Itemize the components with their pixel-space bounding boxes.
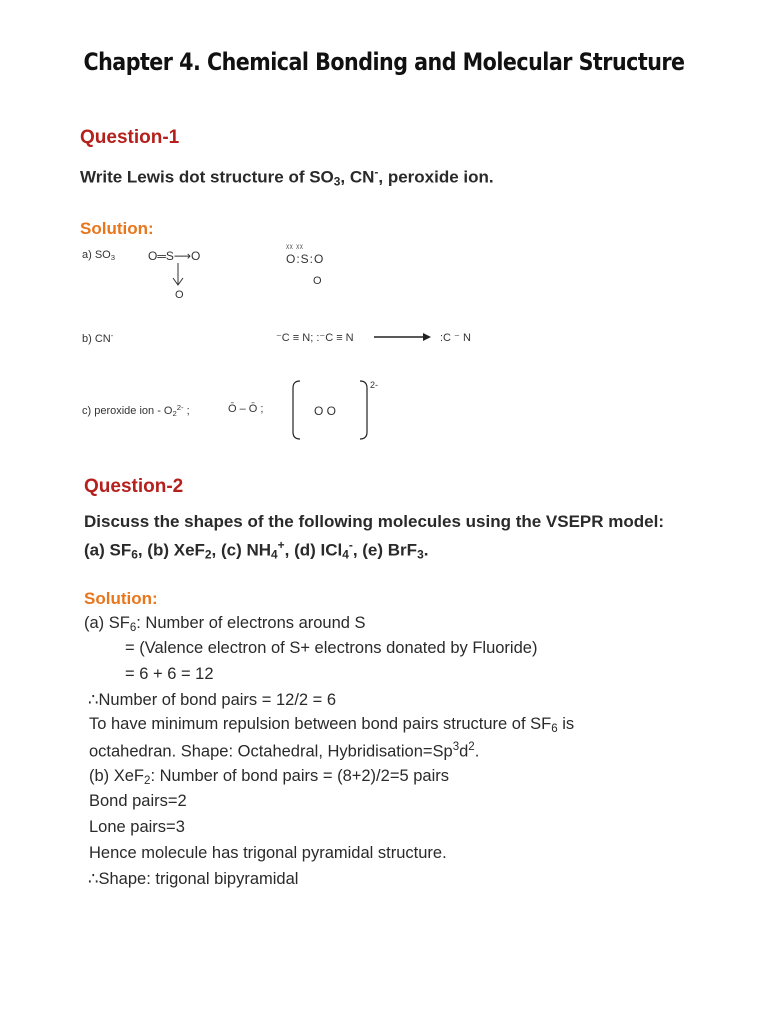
cn-label: b) CN- bbox=[82, 331, 114, 346]
solution-line-5: To have minimum repulsion between bond pairs structure of $SF_6$ is bbox=[89, 715, 575, 735]
so3-label: a) $SO_3$ bbox=[82, 249, 116, 262]
question-2-heading: Question-2 bbox=[84, 476, 184, 497]
question-1-text: Write Lewis dot structure of $SO_3$, CN-, peroxide ion. bbox=[80, 165, 494, 189]
peroxide-charge: 2- bbox=[370, 380, 379, 390]
solution-2-heading: Solution: bbox=[84, 589, 158, 608]
question-1-heading: Question-1 bbox=[80, 127, 180, 148]
solution-line-9: Lone pairs=3 bbox=[89, 818, 185, 836]
peroxide-structure: Ō – Ō ; bbox=[228, 403, 264, 415]
down-arrow-icon bbox=[170, 262, 186, 290]
cn-product: :C ⁻ N bbox=[440, 332, 471, 344]
so3-structure: O═S⟶O bbox=[148, 249, 201, 263]
page-title: Chapter 4. Chemical Bonding and Molecular Structure bbox=[83, 48, 685, 76]
solution-line-6: octahedran. Shape: Octahedral, $Hybridisation=Sp^3d^2$. bbox=[89, 741, 480, 761]
question-2-text-line1: Discuss the shapes of the following molecules using the VSEPR model: bbox=[84, 512, 664, 531]
solution-line-11: ∴Shape: trigonal bipyramidal bbox=[88, 870, 299, 888]
solution-line-7: (b) XeF$_2$: Number of bond pairs = (8+2)/2=5 pairs bbox=[89, 767, 449, 787]
solution-line-3: = 6 + 6 = 12 bbox=[125, 665, 214, 683]
solution-line-2: = (Valence electron of S+ electrons donated by Fluoride) bbox=[125, 639, 538, 657]
so3-lewis-middle: O:S:O bbox=[286, 252, 325, 266]
peroxide-lewis: O O bbox=[314, 404, 337, 418]
question-2-text-line2: (a) $SF_6$, (b) XeF$_2$, (c) $NH_4^+$, (d) ICl$_4$-, (e) BrF$_3$. bbox=[84, 538, 429, 562]
solution-1-heading: Solution: bbox=[80, 219, 154, 238]
peroxide-label: c) peroxide ion - $O_2^{2-}$ ; bbox=[82, 403, 190, 419]
solution-line-10: Hence molecule has trigonal pyramidal structure. bbox=[89, 844, 447, 862]
so3-bottom-oxygen: O bbox=[175, 289, 184, 301]
right-arrow-icon bbox=[374, 331, 432, 343]
solution-line-4: ∴Number of bond pairs = 12/2 = 6 bbox=[88, 691, 337, 709]
cn-structure: ⁻C ≡ N; :⁻C ≡ N bbox=[276, 332, 354, 344]
solution-line-8: Bond pairs=2 bbox=[89, 792, 187, 810]
solution-line-1: (a) $SF_6$: Number of electrons around S bbox=[84, 614, 366, 634]
so3-lewis-bottom: O bbox=[313, 275, 322, 287]
so3-lewis-dots-top: ᵡᵡ ᵡᵡ bbox=[286, 242, 304, 252]
